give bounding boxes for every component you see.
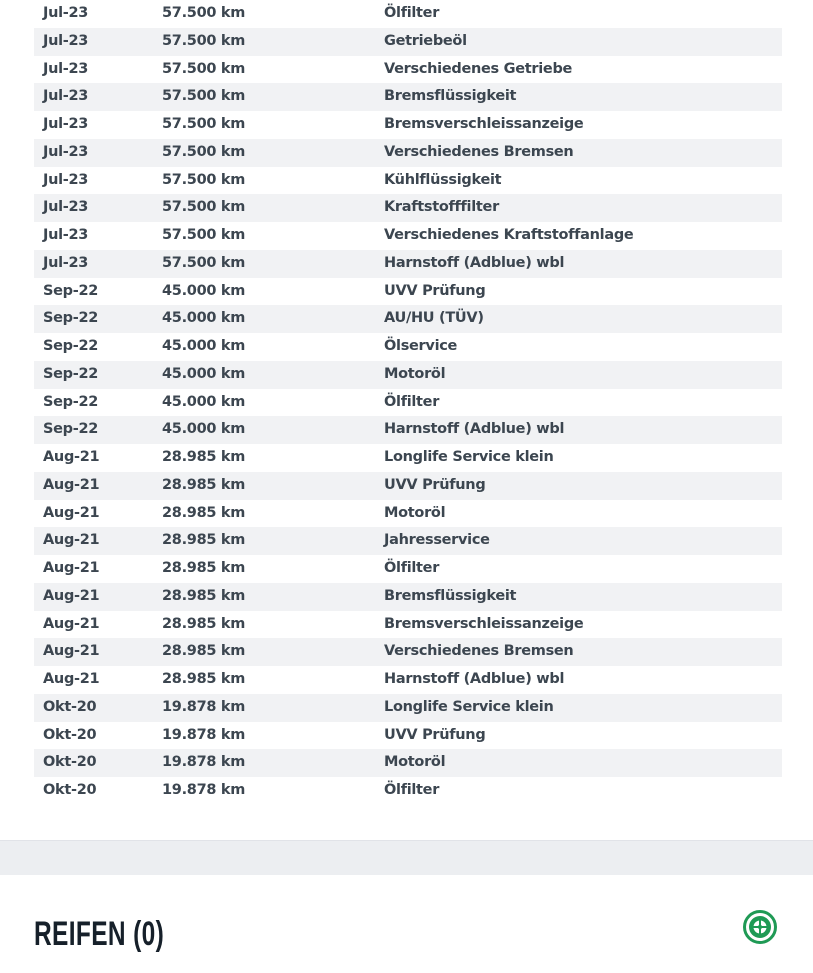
row-mileage: 19.878 km <box>162 754 246 771</box>
row-date: Aug-21 <box>43 587 100 604</box>
row-date: Jul-23 <box>43 88 89 105</box>
row-mileage: 28.985 km <box>162 560 246 576</box>
row-service: Harnstoff (Adblue) wbl <box>384 254 565 271</box>
tires-section <box>0 875 813 973</box>
table-row <box>34 694 782 722</box>
row-service: Getriebeöl <box>384 32 467 49</box>
row-service: Ölfilter <box>384 393 440 410</box>
row-date: Jul-23 <box>43 116 89 132</box>
row-mileage: 45.000 km <box>162 338 246 354</box>
row-date: Jul-23 <box>43 60 89 77</box>
row-service: AU/HU (TÜV) <box>384 310 484 327</box>
row-mileage: 45.000 km <box>162 310 246 327</box>
row-mileage: 57.500 km <box>162 116 246 132</box>
table-row <box>34 416 782 444</box>
row-mileage: 19.878 km <box>162 698 246 715</box>
row-mileage: 19.878 km <box>162 726 246 743</box>
row-date: Aug-21 <box>43 504 100 521</box>
row-service: Jahresservice <box>384 532 490 549</box>
table-row <box>34 361 782 389</box>
row-mileage: 57.500 km <box>162 5 246 21</box>
row-mileage: 45.000 km <box>162 421 246 438</box>
row-service: Longlife Service klein <box>384 449 554 465</box>
row-service: UVV Prüfung <box>384 476 486 493</box>
table-row <box>34 666 782 694</box>
row-service: Verschiedenes Bremsen <box>384 643 574 660</box>
table-row <box>34 555 782 583</box>
row-date: Jul-23 <box>43 227 89 243</box>
row-date: Jul-23 <box>43 254 89 271</box>
row-date: Aug-21 <box>43 476 100 493</box>
table-row <box>34 305 782 333</box>
row-service: Kühlflüssigkeit <box>384 171 502 188</box>
row-mileage: 57.500 km <box>162 88 246 105</box>
table-row <box>34 722 782 750</box>
row-mileage: 28.985 km <box>162 532 246 549</box>
tires-section-title: REIFEN (0) <box>34 915 165 953</box>
table-row <box>34 444 782 472</box>
table-row <box>34 194 782 222</box>
row-date: Aug-21 <box>43 560 100 576</box>
row-mileage: 28.985 km <box>162 615 246 632</box>
table-row <box>34 527 782 555</box>
row-date: Okt-20 <box>43 726 97 743</box>
row-service: UVV Prüfung <box>384 282 486 299</box>
row-date: Jul-23 <box>43 143 89 160</box>
row-mileage: 57.500 km <box>162 254 246 271</box>
table-row <box>34 777 782 805</box>
row-mileage: 45.000 km <box>162 282 246 299</box>
row-service: Verschiedenes Getriebe <box>384 60 573 77</box>
row-service: Verschiedenes Kraftstoffanlage <box>384 227 634 243</box>
table-row <box>34 278 782 306</box>
row-date: Aug-21 <box>43 615 100 632</box>
row-service: Motoröl <box>384 365 446 382</box>
row-mileage: 28.985 km <box>162 504 246 521</box>
row-mileage: 19.878 km <box>162 782 246 798</box>
table-row <box>34 583 782 611</box>
row-date: Sep-22 <box>43 310 99 327</box>
row-date: Aug-21 <box>43 449 100 465</box>
table-row <box>34 111 782 139</box>
row-date: Okt-20 <box>43 754 97 771</box>
table-row <box>34 472 782 500</box>
row-service: Ölfilter <box>384 782 440 798</box>
row-date: Okt-20 <box>43 698 97 715</box>
row-mileage: 57.500 km <box>162 143 246 160</box>
row-service: Bremsverschleissanzeige <box>384 615 584 632</box>
table-row <box>34 83 782 111</box>
row-service: Bremsflüssigkeit <box>384 587 517 604</box>
row-service: Kraftstofffilter <box>384 199 499 216</box>
row-service: Ölfilter <box>384 5 440 21</box>
table-row <box>34 222 782 250</box>
table-row <box>34 500 782 528</box>
row-mileage: 28.985 km <box>162 476 246 493</box>
row-date: Sep-22 <box>43 365 99 382</box>
row-date: Sep-22 <box>43 393 99 410</box>
table-row <box>34 167 782 195</box>
row-mileage: 57.500 km <box>162 171 246 188</box>
row-service: Motoröl <box>384 754 446 771</box>
row-mileage: 57.500 km <box>162 199 246 216</box>
row-mileage: 57.500 km <box>162 32 246 49</box>
row-mileage: 28.985 km <box>162 449 246 465</box>
service-history-table <box>34 0 782 805</box>
table-row <box>34 250 782 278</box>
row-mileage: 45.000 km <box>162 365 246 382</box>
row-date: Sep-22 <box>43 421 99 438</box>
row-date: Sep-22 <box>43 282 99 299</box>
row-date: Aug-21 <box>43 643 100 660</box>
row-mileage: 45.000 km <box>162 393 246 410</box>
table-row <box>34 139 782 167</box>
row-service: UVV Prüfung <box>384 726 486 743</box>
row-service: Harnstoff (Adblue) wbl <box>384 671 565 687</box>
table-row <box>34 749 782 777</box>
table-row <box>34 611 782 639</box>
row-service: Verschiedenes Bremsen <box>384 143 574 160</box>
row-date: Jul-23 <box>43 199 89 216</box>
row-date: Jul-23 <box>43 32 89 49</box>
tire-button[interactable] <box>743 910 777 944</box>
table-row <box>34 56 782 84</box>
section-divider <box>0 841 813 875</box>
row-service: Ölfilter <box>384 560 440 576</box>
row-mileage: 28.985 km <box>162 587 246 604</box>
row-mileage: 28.985 km <box>162 671 246 687</box>
table-row <box>34 0 782 28</box>
row-service: Longlife Service klein <box>384 698 554 715</box>
row-date: Sep-22 <box>43 338 99 354</box>
table-row <box>34 333 782 361</box>
row-mileage: 28.985 km <box>162 643 246 660</box>
row-mileage: 57.500 km <box>162 227 246 243</box>
row-service: Motoröl <box>384 504 446 521</box>
table-row <box>34 638 782 666</box>
tire-icon <box>748 915 772 939</box>
table-row <box>34 389 782 417</box>
row-date: Jul-23 <box>43 5 89 21</box>
row-date: Jul-23 <box>43 171 89 188</box>
row-service: Harnstoff (Adblue) wbl <box>384 421 565 438</box>
row-service: Bremsverschleissanzeige <box>384 116 584 132</box>
table-row <box>34 28 782 56</box>
row-service: Ölservice <box>384 338 458 354</box>
row-date: Aug-21 <box>43 671 100 687</box>
row-service: Bremsflüssigkeit <box>384 88 517 105</box>
row-date: Aug-21 <box>43 532 100 549</box>
row-mileage: 57.500 km <box>162 60 246 77</box>
row-date: Okt-20 <box>43 782 97 798</box>
